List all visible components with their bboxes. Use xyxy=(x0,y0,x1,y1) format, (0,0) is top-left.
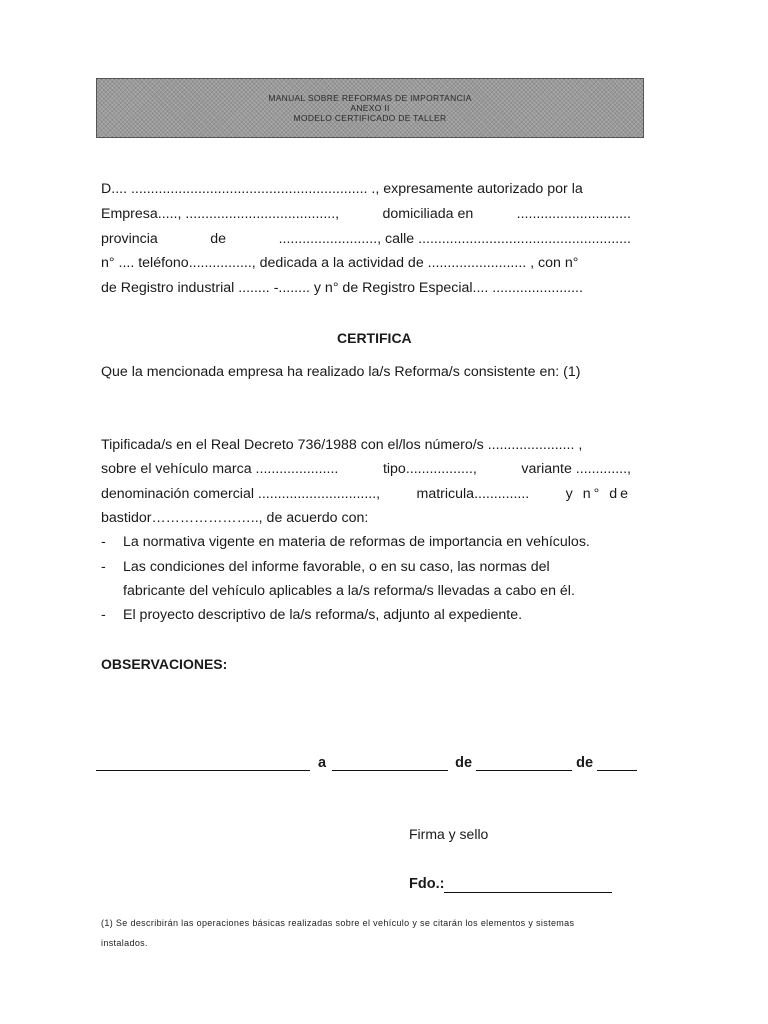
certifica-heading: CERTIFICA xyxy=(337,330,412,346)
signature-blank xyxy=(444,879,612,893)
list-item xyxy=(101,533,590,551)
body-line-telefono: n° .... teléfono................, dedicada a la actividad de ......................... , con n° xyxy=(101,255,579,271)
date-de-label: de xyxy=(455,755,473,771)
denominacion-field: denominación comercial .............................., xyxy=(101,486,381,502)
year-blank xyxy=(597,756,637,771)
reforma-line: Que la mencionada empresa ha realizado la/s Reforma/s consistente en: (1) xyxy=(101,364,581,380)
bullet-text: La normativa vigente en materia de reformas de importancia en vehículos. xyxy=(123,534,590,550)
firma-sello-label: Firma y sello xyxy=(409,826,489,842)
list-item xyxy=(101,558,621,576)
header-subtitle: MODELO CERTIFICADO DE TALLER xyxy=(293,113,447,123)
day-blank xyxy=(332,756,448,771)
fdo-line xyxy=(409,875,612,893)
domicilio-field: ............................. xyxy=(516,206,631,222)
tipo-field: tipo................., xyxy=(382,461,477,477)
domiciliada-label: domiciliada en xyxy=(382,206,474,222)
denominacion-line xyxy=(101,485,631,503)
bullet-text: Las condiciones del informe favorable, o en su caso, las normas del xyxy=(123,559,550,575)
provincia-calle-field: ........................., calle ...................................................... xyxy=(278,231,631,247)
header-title: MANUAL SOBRE REFORMAS DE IMPORTANCIA xyxy=(268,93,472,103)
body-line-authorized: D.... ............................................................ ., expresamente autorizado por la xyxy=(101,181,583,197)
bullet-text: El proyecto descriptivo de la/s reforma/s, adjunto al expediente. xyxy=(123,607,523,623)
tipificada-line: Tipificada/s en el Real Decreto 736/1988 con el/los número/s ...................... , xyxy=(101,437,583,453)
provincia-label: provincia xyxy=(101,231,158,247)
empresa-field: Empresa....., ......................................, xyxy=(101,206,340,222)
matricula-field: matricula.............. xyxy=(416,486,530,502)
place-blank xyxy=(96,756,310,771)
bastidor-line: bastidor………………….., de acuerdo con: xyxy=(101,510,369,526)
bullet-dash: - xyxy=(101,607,106,623)
vehiculo-line xyxy=(101,460,631,478)
variante-field: variante ............., xyxy=(521,461,631,477)
body-line-provincia xyxy=(101,230,631,248)
date-de2-label: de xyxy=(576,755,594,771)
observaciones-heading: OBSERVACIONES: xyxy=(101,656,228,672)
bastidor-label: y n° de xyxy=(565,486,631,502)
date-place-line xyxy=(96,755,637,771)
body-line-registro: de Registro industrial ........ -........ y n° de Registro Especial.... ....................... xyxy=(101,280,583,296)
de-label: de xyxy=(210,231,227,247)
month-blank xyxy=(476,756,572,771)
list-item xyxy=(101,606,522,624)
header-annex: ANEXO II xyxy=(350,103,390,113)
document-header xyxy=(96,78,644,138)
bullet-dash: - xyxy=(101,559,106,575)
fdo-label: Fdo.: xyxy=(409,876,445,892)
body-line-empresa xyxy=(101,205,631,223)
date-a-label: a xyxy=(318,755,327,771)
marca-field: sobre el vehículo marca ..................... xyxy=(101,461,339,477)
footnote: (1) Se describirán las operaciones básicas realizadas sobre el vehículo y se citarán los elementos y sistemas instalados. xyxy=(101,918,575,948)
bullet-dash: - xyxy=(101,534,106,550)
bullet-text-continued: fabricante del vehículo aplicables a la/s reforma/s llevadas a cabo en él. xyxy=(123,583,575,599)
